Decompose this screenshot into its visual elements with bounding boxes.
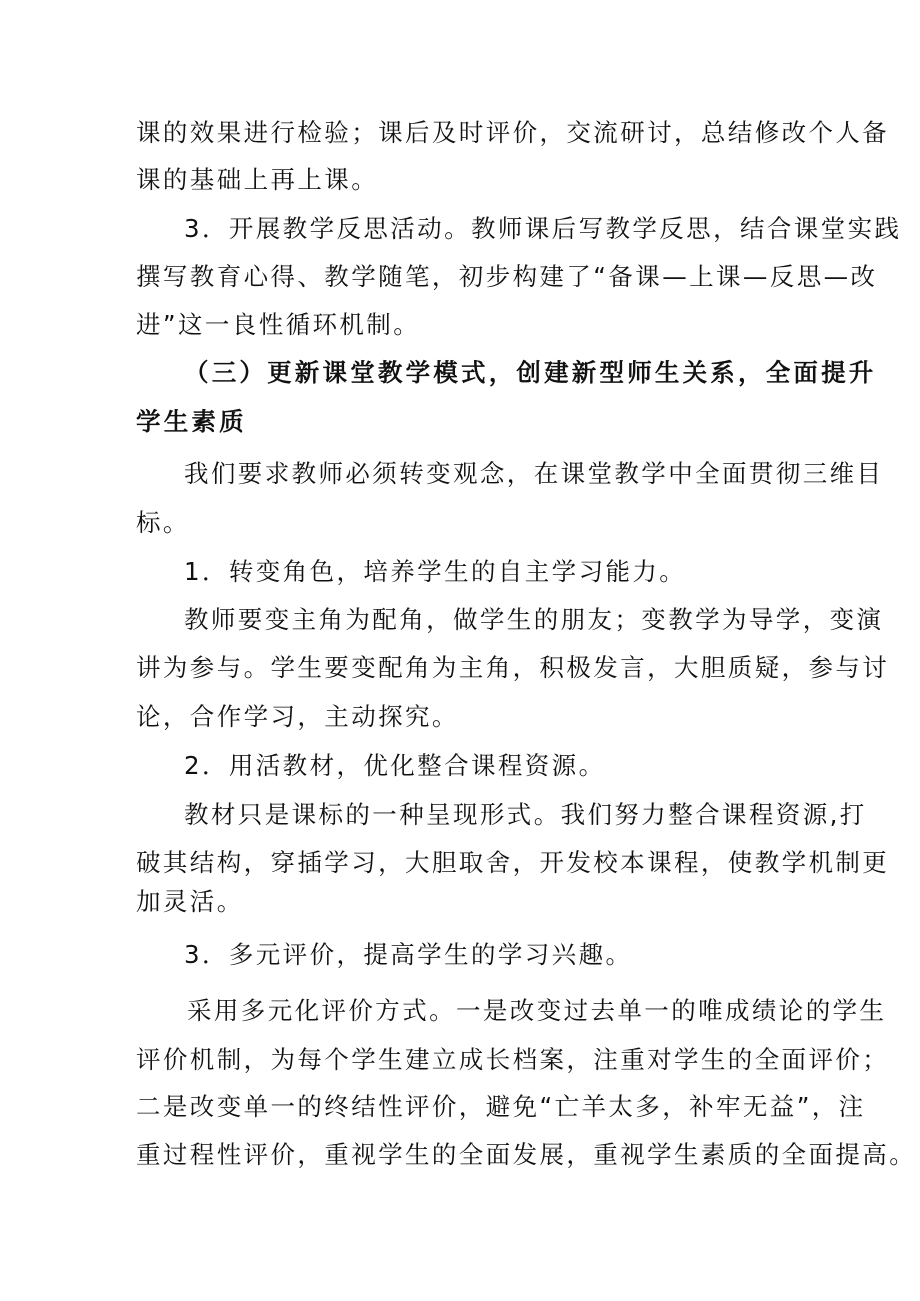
- paragraph-line: 加灵活。: [136, 887, 244, 916]
- paragraph-line: 重过程性评价，重视学生的全面发展，重视学生素质的全面提高。: [136, 1140, 917, 1169]
- paragraph-line: 讲为参与。学生要变配角为主角，积极发言，大胆质疑，参与讨: [136, 653, 890, 682]
- paragraph-line: 二是改变单一的终结性评价，避免“亡羊太多，补牢无益”，注: [136, 1092, 866, 1121]
- paragraph-line: 标。: [136, 508, 190, 537]
- paragraph-line: 评价机制，为每个学生建立成长档案，注重对学生的全面评价；: [136, 1045, 890, 1074]
- paragraph-line: 课的效果进行检验；课后及时评价，交流研讨，总结修改个人备: [136, 118, 890, 147]
- paragraph-line: 课的基础上再上课。: [136, 165, 379, 194]
- paragraph-line: 破其结构，穿插学习，大胆取舍，开发校本课程，使教学机制更: [136, 848, 890, 877]
- paragraph-line: 3．多元评价，提高学生的学习兴趣。: [184, 940, 633, 969]
- paragraph-line: 教材只是课标的一种呈现形式。我们努力整合课程资源,打: [184, 800, 867, 829]
- paragraph-line: 论，合作学习，主动探究。: [136, 702, 459, 731]
- paragraph-line: 3．开展教学反思活动。教师课后写教学反思，结合课堂实践: [184, 214, 902, 243]
- paragraph-line: 撰写教育心得、教学随笔，初步构建了“备课—上课—反思—改: [136, 262, 878, 291]
- paragraph-line: 2．用活教材，优化整合课程资源。: [184, 751, 606, 780]
- paragraph-line: 进”这一良性循环机制。: [136, 310, 421, 339]
- section-heading: 学生素质: [136, 407, 247, 436]
- section-heading: （三）更新课堂教学模式，创建新型师生关系，全面提升: [184, 358, 877, 387]
- paragraph-line: 1．转变角色，培养学生的自主学习能力。: [184, 557, 687, 586]
- paragraph-line: 采用多元化评价方式。一是改变过去单一的唯成绩论的学生: [187, 996, 887, 1025]
- paragraph-line: 教师要变主角为配角，做学生的朋友；变教学为导学，变演: [184, 605, 884, 634]
- paragraph-line: 我们要求教师必须转变观念，在课堂教学中全面贯彻三维目: [184, 459, 884, 488]
